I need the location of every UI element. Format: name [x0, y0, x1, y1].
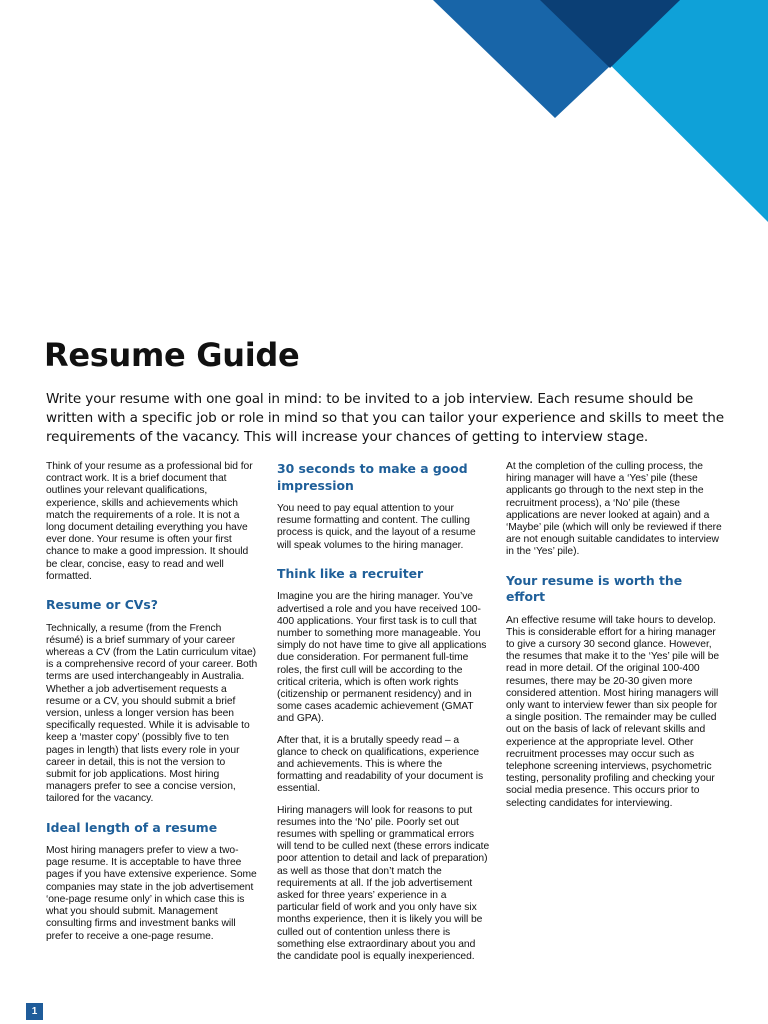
- corner-decoration: [0, 0, 768, 230]
- col3-paragraph-1: At the completion of the culling process, the hiring manager will have a ‘Yes’ pile (these applicants go through to the next step in the recruitment process), a ‘No’ pile (these applications are never looked at again) and a ‘Maybe’ pile (which will only be reviewed if there are not enough suitable candidates to interview in the ‘Yes’ pile).: [506, 461, 722, 558]
- col2-paragraph-1: You need to pay equal attention to your resume formatting and content. The culling process is quick, and the layout of a resume will speak volumes to the hiring manager.: [277, 503, 476, 551]
- col3-paragraph-2: An effective resume will take hours to develop. This is considerable effort for a hiring manager to give a cursory 30 second glance. However, the resumes that make it to the ‘Yes’ pile will be read in more detail. Of the original 100-400 resumes, there may be 20-30 given more considered attention. Most hiring managers will only want to interview fewer than six people for a single position. The remainder may be culled out on the basis of lack of relevant skills and experience at the appropriate level. Other recruitment processes may occur such as telephone screening interviews, psychometric testing, personality profiling and checking your social media presence. This occurs prior to selecting candidates for interviewing.: [506, 614, 720, 809]
- page-number-badge: 1: [26, 1003, 43, 1020]
- column-3: [506, 461, 724, 819]
- column-1: [46, 461, 258, 952]
- col1-paragraph-3: Most hiring managers prefer to view a two-page resume. It is acceptable to have three pages if you have extensive experience. Some companies may state in the job advertisement ‘one-page resume only’ in which case this is what you should submit. Management consulting firms and investment banks will prefer to receive a one-page resume.: [46, 845, 257, 942]
- heading-ideal-length: Ideal length of a resume: [46, 819, 218, 835]
- page-title: Resume Guide: [44, 336, 300, 374]
- heading-think-like-recruiter: Think like a recruiter: [277, 565, 424, 581]
- heading-resume-or-cvs: Resume or CVs?: [46, 597, 158, 613]
- col2-paragraph-4: Hiring managers will look for reasons to put resumes into the ‘No’ pile. Poorly set out resumes with spelling or grammatical errors will tend to be culled next (these errors indicate poor attention to detail and lack of preparation) as well as those that don’t match the requirements at all. If the job advertisement asked for three years’ experience in a particular field of work and you only have six months experience, then it is likely you will be culled out of contention unless there is something else extraordinary about you and the candidate pool is equally inexperienced.: [277, 804, 490, 962]
- heading-worth-the-effort: Your resume is worth the effort: [506, 572, 683, 605]
- col2-paragraph-2: Imagine you are the hiring manager. You’ve advertised a role and you have received 100-400 applications. Your first task is to cull that number to something more manageable. You simply do not have time to give all applications due consideration. For permanent full-time roles, the first cull will be according to the critical criteria, which is often work rights (citizenship or permanent residency) and in some cases academic achievement (GMAT and GPA).: [277, 591, 487, 725]
- heading-30-seconds: 30 seconds to make a good impression: [277, 461, 468, 493]
- col2-paragraph-3: After that, it is a brutally speedy read – a glance to check on qualifications, experience and achievements. This is where the formatting and readability of your document is essential.: [277, 734, 484, 795]
- col1-paragraph-2: Technically, a resume (from the French résumé) is a brief summary of your career whereas a CV (from the Latin curriculum vitae) is a comprehensive record of your career. Both terms are used interchangeably in Australia. Whether a job advertisement requests a resume or a CV, you should submit a brief version, unless a longer version has been specifically requested. While it is advisable to keep a ‘master copy’ (possibly five to ten pages in length) that lists every role in your career in detail, this is not the version to submit for job applications. Most hiring managers prefer to see a concise version, tailored for the vacancy.: [46, 622, 258, 805]
- column-2: [277, 461, 490, 972]
- intro-paragraph: Write your resume with one goal in mind: to be invited to a job interview. Each resume should be written with a specific job or role in mind so that you can tailor your experience and skills to meet the requirements of the vacancy. This will increase your chances of getting to interview stage.: [46, 391, 724, 445]
- col1-paragraph-1: Think of your resume as a professional bid for contract work. It is a brief document that outlines your relevant qualifications, experience, skills and achievements which match the requirements of a role. It is not a long document detailing everything you have ever done. Your resume is often your first chance to make a good impression. It should be clear, concise, easy to read and well formatted.: [46, 461, 253, 582]
